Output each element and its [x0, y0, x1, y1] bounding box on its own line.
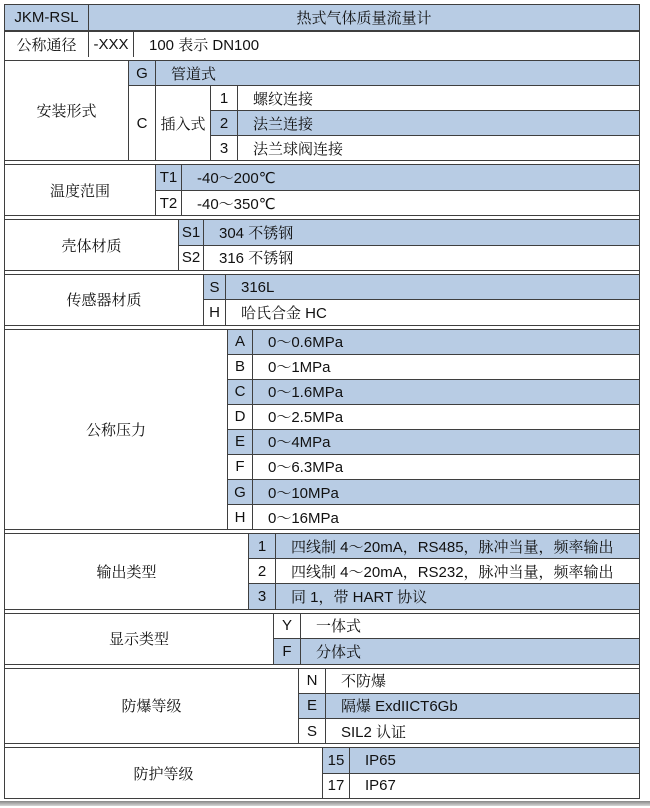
section-output	[5, 533, 639, 610]
housing-code: S1	[179, 220, 204, 244]
spec-table	[4, 4, 640, 799]
section-header	[5, 5, 639, 30]
sensor-code: S	[204, 275, 226, 299]
temperature-desc: -40～350℃	[197, 195, 276, 213]
protection-desc: IP65	[365, 751, 396, 769]
install-pipe-code: G	[129, 61, 156, 86]
section-display	[5, 613, 639, 665]
section-sensor	[5, 274, 639, 326]
display-row	[274, 638, 639, 663]
install-insert-code: C	[129, 86, 156, 160]
output-row	[249, 583, 639, 608]
pressure-row	[228, 330, 639, 354]
pressure-desc: 0～0.6MPa	[268, 334, 344, 352]
pressure-row	[228, 354, 639, 379]
sensor-code: H	[204, 300, 226, 324]
protection-code: 17	[323, 774, 350, 798]
output-code: 3	[249, 584, 276, 608]
insert-option-code: 3	[211, 136, 238, 160]
section-dn	[5, 30, 639, 57]
explosion-desc: 隔爆 ExdIICT6Gb	[341, 698, 458, 716]
dn-desc: 100 表示 DN100	[149, 36, 260, 54]
pressure-desc: 0～1MPa	[268, 359, 331, 377]
explosion-desc: SIL2 认证	[341, 723, 407, 741]
sensor-desc: 哈氏合金 HC	[241, 305, 327, 323]
install-label: 安装形式	[5, 61, 129, 161]
housing-row	[179, 220, 639, 244]
explosion-row	[299, 718, 639, 743]
explosion-desc: 不防爆	[341, 673, 387, 691]
pressure-desc: 0～6.3MPa	[268, 459, 344, 477]
pressure-desc: 0～10MPa	[268, 484, 339, 502]
pressure-row	[228, 429, 639, 454]
section-pressure	[5, 329, 639, 530]
pressure-code: F	[228, 455, 253, 479]
explosion-row	[299, 693, 639, 718]
output-code: 1	[249, 534, 276, 558]
housing-row	[179, 245, 639, 270]
insert-option-code: 2	[211, 111, 238, 135]
insert-option-code: 1	[211, 86, 238, 110]
section-protection	[5, 747, 639, 798]
protection-desc: IP67	[365, 777, 396, 795]
output-label: 输出类型	[5, 534, 249, 609]
explosion-row	[299, 669, 639, 693]
temperature-desc: -40～200℃	[197, 170, 276, 188]
protection-row	[323, 748, 639, 772]
sensor-desc: 316L	[241, 278, 275, 296]
display-row	[274, 614, 639, 638]
install-insert-name: 插入式	[156, 86, 211, 160]
housing-code: S2	[179, 246, 204, 270]
pressure-desc: 0～2.5MPa	[268, 409, 344, 427]
protection-row	[323, 773, 639, 798]
temperature-code: T1	[156, 165, 182, 189]
insert-option-desc: 法兰球阀连接	[253, 140, 344, 158]
insert-option-desc: 法兰连接	[253, 115, 314, 133]
pressure-label: 公称压力	[5, 330, 228, 529]
pressure-code: C	[228, 380, 253, 404]
temperature-row	[156, 165, 639, 189]
section-temperature	[5, 164, 639, 216]
pressure-code: D	[228, 405, 253, 429]
section-housing	[5, 219, 639, 271]
display-code: F	[274, 639, 301, 663]
pressure-desc: 0～1.6MPa	[268, 384, 344, 402]
insert-option-desc: 螺纹连接	[253, 90, 314, 108]
sensor-label: 传感器材质	[5, 275, 204, 325]
display-desc: 一体式	[316, 618, 362, 636]
protection-code: 15	[323, 748, 350, 772]
sensor-row	[204, 299, 639, 324]
pressure-row	[228, 404, 639, 429]
pressure-row	[228, 379, 639, 404]
display-code: Y	[274, 614, 301, 638]
pressure-code: H	[228, 505, 253, 529]
install-insert-row	[211, 135, 639, 160]
explosion-code: E	[299, 694, 326, 718]
output-code: 2	[249, 559, 276, 583]
temperature-label: 温度范围	[5, 165, 156, 215]
housing-desc: 304 不锈钢	[219, 224, 294, 242]
explosion-code: N	[299, 669, 326, 693]
pressure-code: A	[228, 330, 253, 354]
output-row	[249, 534, 639, 558]
pressure-code: E	[228, 430, 253, 454]
install-insert-row	[211, 110, 639, 135]
display-label: 显示类型	[5, 614, 274, 664]
install-insert-row	[211, 86, 639, 110]
display-desc: 分体式	[316, 643, 362, 661]
pressure-row	[228, 479, 639, 504]
pressure-desc: 0～16MPa	[268, 509, 339, 527]
install-pipe-row	[129, 61, 639, 86]
pressure-row	[228, 454, 639, 479]
dn-code: -XXX	[89, 32, 134, 57]
bottom-shadow-bar	[0, 801, 650, 806]
temperature-row	[156, 190, 639, 215]
output-row	[249, 558, 639, 583]
output-desc: 四线制 4～20mA，RS485，脉冲当量，频率输出	[291, 538, 614, 556]
model-cell: JKM-RSL	[5, 5, 89, 30]
housing-label: 壳体材质	[5, 220, 179, 270]
output-desc: 四线制 4～20mA，RS232，脉冲当量，频率输出	[291, 563, 614, 581]
output-desc: 同 1，带 HART 协议	[291, 589, 428, 607]
section-explosion	[5, 668, 639, 745]
pressure-row	[228, 504, 639, 529]
explosion-code: S	[299, 719, 326, 743]
sensor-row	[204, 275, 639, 299]
pressure-desc: 0～4MPa	[268, 434, 331, 452]
pressure-code: G	[228, 480, 253, 504]
install-pipe-desc: 管道式	[171, 65, 217, 83]
section-install	[5, 60, 639, 162]
pressure-code: B	[228, 355, 253, 379]
dn-label: 公称通径	[5, 32, 89, 57]
housing-desc: 316 不锈钢	[219, 250, 294, 268]
explosion-label: 防爆等级	[5, 669, 299, 744]
temperature-code: T2	[156, 191, 182, 215]
page-title: 热式气体质量流量计	[89, 5, 639, 30]
protection-label: 防护等级	[5, 748, 323, 798]
install-insert-group	[129, 85, 639, 160]
